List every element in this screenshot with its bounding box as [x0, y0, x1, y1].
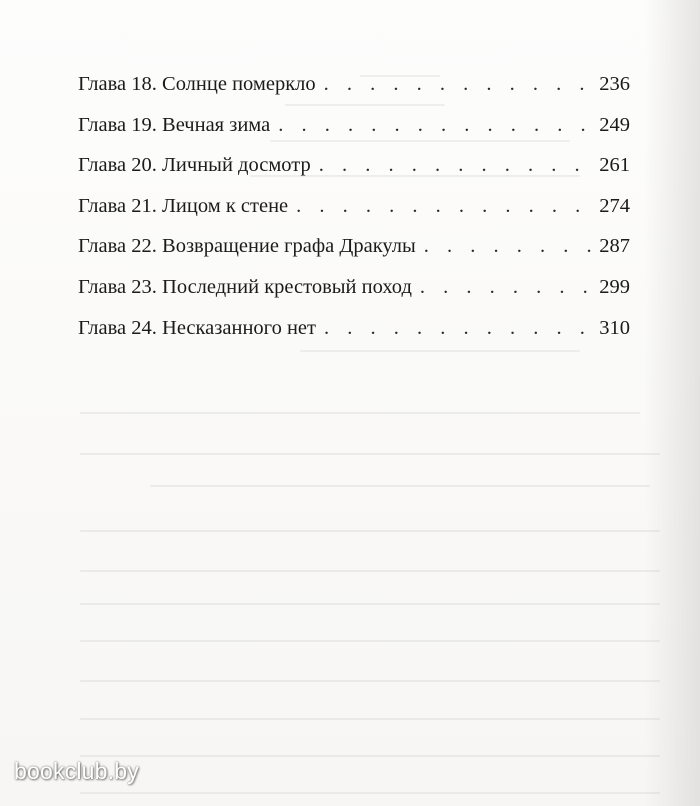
- toc-entry-chapter-18: [78, 64, 630, 105]
- table-of-contents: [78, 64, 630, 348]
- toc-entry-chapter-23: [78, 267, 630, 308]
- toc-entry-chapter-24: [78, 308, 630, 349]
- site-watermark: bookclub.by: [14, 758, 139, 784]
- dot-leader: [296, 186, 593, 227]
- toc-entry-title: Глава 18. Солнце померкло: [78, 73, 316, 95]
- toc-entry-title: Глава 22. Возвращение графа Дракулы: [78, 235, 416, 258]
- dot-leader: [424, 226, 594, 267]
- toc-entry-title: Глава 20. Личный досмотр: [78, 154, 311, 177]
- dot-leader: [420, 267, 593, 308]
- toc-entry-page-number: 249: [599, 113, 630, 136]
- toc-entry-page-number: 287: [599, 235, 630, 258]
- toc-entry-title: Глава 19. Вечная зима: [78, 113, 271, 136]
- dot-leader: [319, 145, 594, 186]
- toc-entry-chapter-21: [78, 186, 630, 227]
- toc-entry-page-number: 310: [599, 316, 630, 339]
- dot-leader: [324, 64, 594, 105]
- toc-entry-chapter-19: [78, 105, 630, 146]
- toc-entry-chapter-20: [78, 145, 630, 186]
- toc-entry-title: Глава 23. Последний крестовый поход: [78, 275, 412, 298]
- toc-entry-title: Глава 21. Лицом к стене: [78, 194, 289, 217]
- toc-entry-page-number: 274: [599, 194, 630, 217]
- dot-leader: [278, 105, 593, 146]
- toc-entry-page-number: 236: [599, 73, 630, 95]
- dot-leader: [324, 308, 593, 349]
- toc-entry-page-number: 299: [599, 275, 630, 298]
- toc-entry-title: Глава 24. Несказанного нет: [78, 316, 316, 339]
- toc-entry-page-number: 261: [599, 154, 630, 177]
- toc-entry-chapter-22: [78, 226, 630, 267]
